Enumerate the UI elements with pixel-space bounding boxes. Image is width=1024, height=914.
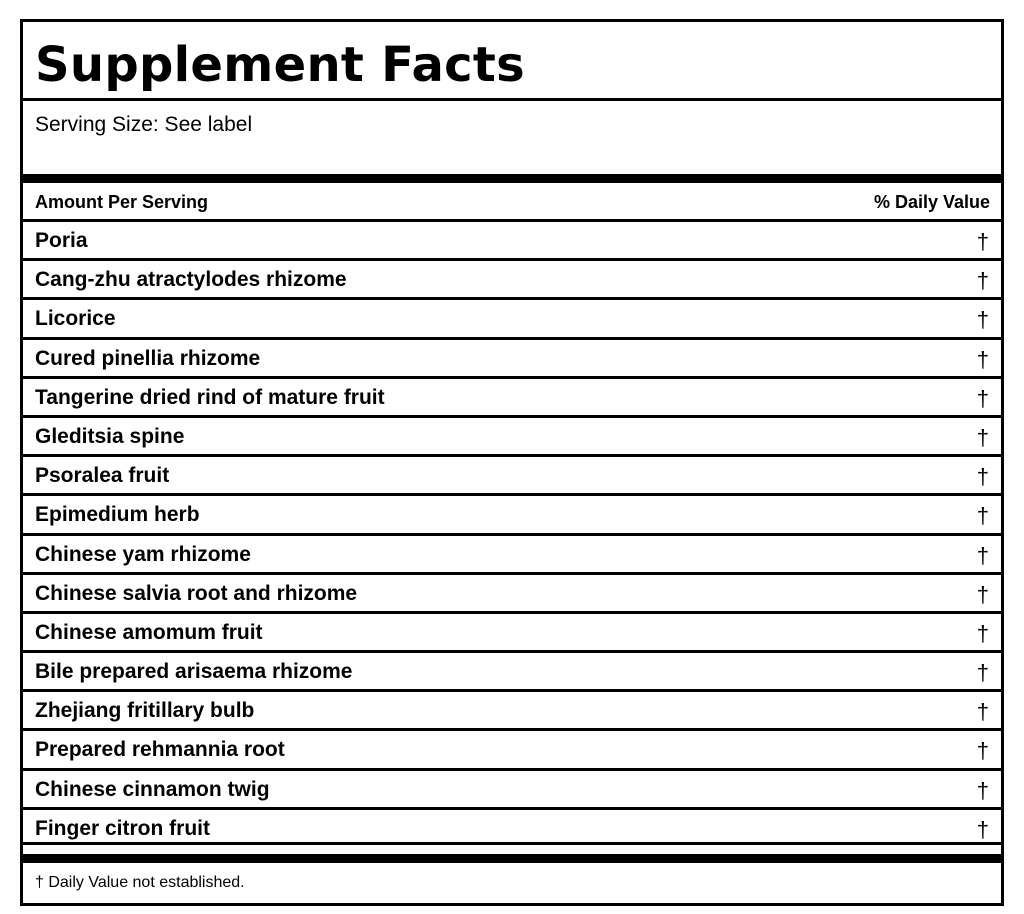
ingredient-list bbox=[23, 219, 1001, 846]
list-end-divider bbox=[23, 842, 1001, 845]
daily-value-dagger: † bbox=[976, 307, 989, 333]
table-row bbox=[23, 650, 1001, 689]
daily-value-dagger: † bbox=[976, 581, 989, 607]
daily-value-dagger: † bbox=[976, 660, 989, 686]
ingredient-name: Tangerine dried rind of mature fruit bbox=[35, 385, 385, 409]
ingredient-name: Bile prepared arisaema rhizome bbox=[35, 660, 353, 684]
ingredient-name: Psoralea fruit bbox=[35, 464, 170, 488]
daily-value-dagger: † bbox=[976, 777, 989, 803]
table-row bbox=[23, 533, 1001, 572]
thick-divider bbox=[23, 174, 1001, 183]
ingredient-name: Chinese cinnamon twig bbox=[35, 777, 270, 801]
table-row bbox=[23, 454, 1001, 493]
daily-value-dagger: † bbox=[976, 268, 989, 294]
table-row bbox=[23, 258, 1001, 297]
ingredient-name: Cured pinellia rhizome bbox=[35, 346, 261, 370]
ingredient-name: Gleditsia spine bbox=[35, 424, 185, 448]
daily-value-dagger: † bbox=[976, 464, 989, 490]
table-row bbox=[23, 415, 1001, 454]
table-row bbox=[23, 493, 1001, 532]
amount-per-serving-header: Amount Per Serving bbox=[35, 192, 209, 212]
table-row bbox=[23, 768, 1001, 807]
ingredient-name: Finger citron fruit bbox=[35, 816, 210, 840]
table-row bbox=[23, 376, 1001, 415]
daily-value-dagger: † bbox=[976, 346, 989, 372]
serving-size: Serving Size: See label bbox=[35, 113, 253, 136]
title-divider bbox=[23, 98, 1001, 101]
ingredient-name: Zhejiang fritillary bulb bbox=[35, 699, 255, 723]
column-header-row bbox=[23, 183, 1001, 219]
table-row bbox=[23, 807, 1001, 846]
ingredient-name: Prepared rehmannia root bbox=[35, 738, 285, 762]
table-row bbox=[23, 611, 1001, 650]
table-row bbox=[23, 297, 1001, 336]
bottom-thick-divider bbox=[23, 854, 1001, 863]
daily-value-dagger: † bbox=[976, 424, 989, 450]
ingredient-name: Chinese amomum fruit bbox=[35, 620, 263, 644]
panel-title: Supplement Facts bbox=[35, 37, 526, 93]
table-row bbox=[23, 337, 1001, 376]
ingredient-name: Licorice bbox=[35, 307, 116, 331]
ingredient-name: Epimedium herb bbox=[35, 503, 200, 527]
ingredient-name: Chinese yam rhizome bbox=[35, 542, 251, 566]
supplement-facts-panel bbox=[20, 19, 1004, 906]
daily-value-dagger: † bbox=[976, 816, 989, 842]
footnote: † Daily Value not established. bbox=[35, 874, 245, 891]
ingredient-name: Chinese salvia root and rhizome bbox=[35, 581, 358, 605]
table-row bbox=[23, 689, 1001, 728]
daily-value-dagger: † bbox=[976, 542, 989, 568]
daily-value-header: % Daily Value bbox=[873, 192, 990, 212]
daily-value-dagger: † bbox=[976, 699, 989, 725]
daily-value-dagger: † bbox=[976, 738, 989, 764]
ingredient-name: Cang-zhu atractylodes rhizome bbox=[35, 268, 347, 292]
daily-value-dagger: † bbox=[976, 503, 989, 529]
daily-value-dagger: † bbox=[976, 229, 989, 254]
daily-value-dagger: † bbox=[976, 620, 989, 646]
table-row bbox=[23, 219, 1001, 258]
table-row bbox=[23, 572, 1001, 611]
ingredient-name: Poria bbox=[35, 229, 88, 252]
daily-value-dagger: † bbox=[976, 385, 989, 411]
table-row bbox=[23, 728, 1001, 767]
